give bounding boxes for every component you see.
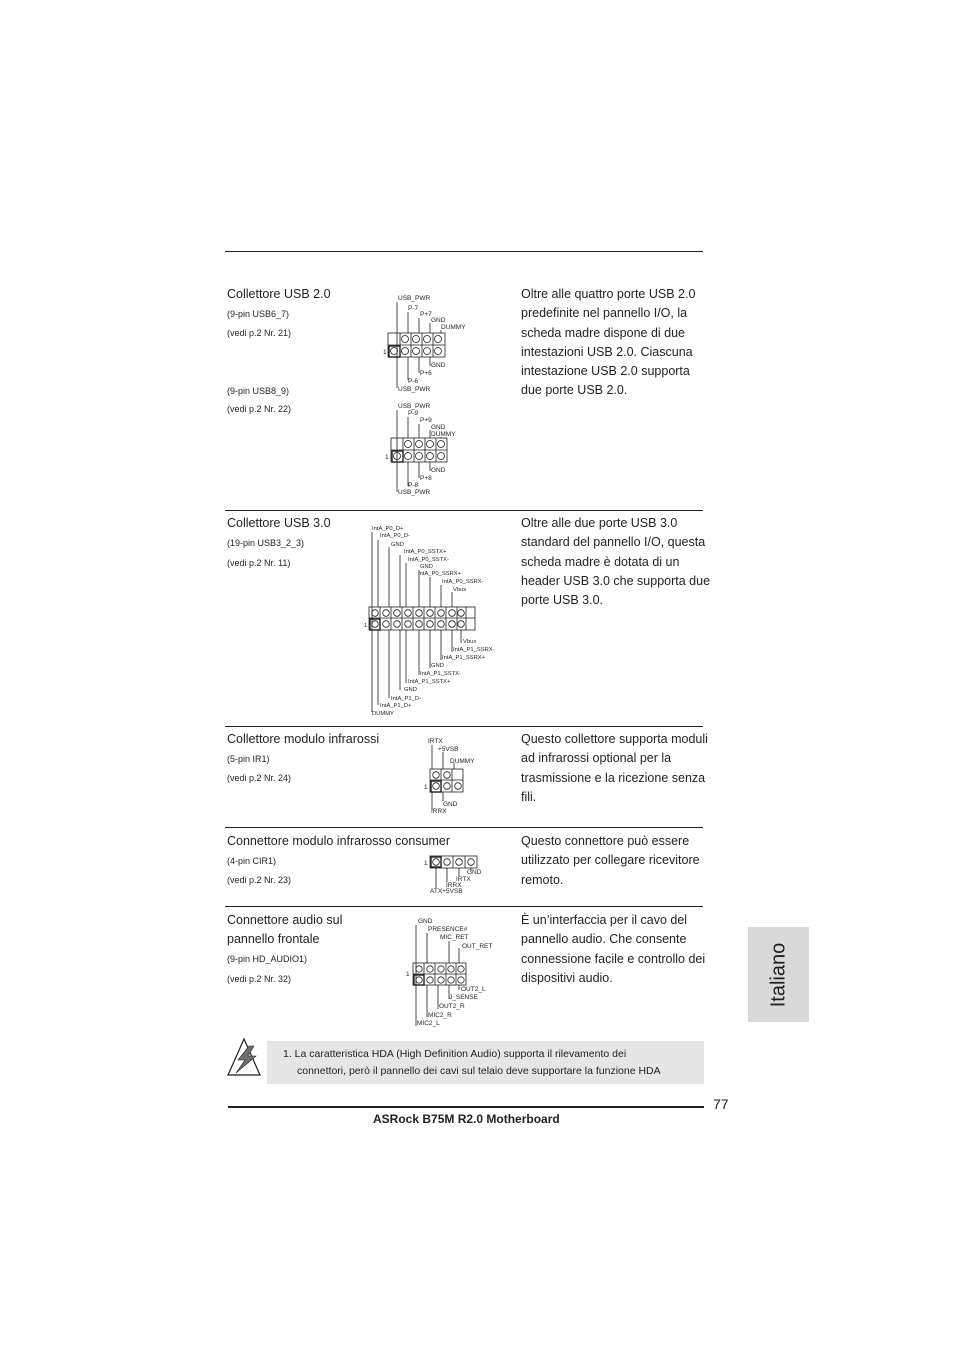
pin-label: IntA_P1_SSRX+ xyxy=(442,655,486,661)
pin-one-marker: 1 xyxy=(424,860,428,867)
page-ref-cir: (vedi p.2 Nr. 23) xyxy=(227,875,292,885)
pin-label: IntA_P1_SSRX- xyxy=(453,647,495,653)
note-box xyxy=(267,1041,704,1084)
pin-label: P-8 xyxy=(408,482,419,489)
pin-label: DUMMY xyxy=(441,324,466,331)
section-title-usb3: Collettore USB 3.0 xyxy=(227,516,331,530)
section-description-usb2: Oltre alle quattro porte USB 2.0 predefinite nel pannello I/O, la scheda madre dispone di due intestazioni USB 2.0. Ciascuna intestazione USB 2.0 supporta due porte USB 2.0. xyxy=(521,287,696,398)
pin-label: J_SENSE xyxy=(449,994,478,1001)
header-name-cir: (4-pin CIR1) xyxy=(227,856,277,866)
page-ref-usb67: (vedi p.2 Nr. 21) xyxy=(227,328,292,338)
pin-label: P+7 xyxy=(420,311,432,318)
pin-one-marker: 1 xyxy=(364,623,368,629)
pin-one-marker: 1 xyxy=(385,454,389,461)
pin-label: IntA_P1_D+ xyxy=(380,703,412,709)
pin-label: P-9 xyxy=(408,410,419,417)
section-title-audio-line1: Connettore audio sul xyxy=(227,913,343,927)
pin-label: GND xyxy=(431,362,446,369)
pin-label: GND xyxy=(420,564,433,570)
language-label: Italiano xyxy=(767,942,789,1007)
pin-label: IntA_P1_D- xyxy=(391,696,421,702)
pin-label: IntA_P0_SSTX+ xyxy=(404,549,447,555)
pin-one-marker: 1 xyxy=(424,784,428,791)
footer-rule xyxy=(228,1106,704,1108)
pin-label: ATX+5VSB xyxy=(430,888,463,895)
section-description-usb3: Oltre alle due porte USB 3.0 standard del pannello I/O, questa scheda madre è dotata di un header USB 3.0 che supporta due porte USB 3.0. xyxy=(521,516,711,608)
pin-label: IntA_P0_SSRX- xyxy=(442,579,484,585)
warning-icon xyxy=(228,1039,260,1075)
page-ref-usb89: (vedi p.2 Nr. 22) xyxy=(227,404,292,414)
pin-label: IntA_P0_SSTX- xyxy=(408,557,449,563)
pin-label: USB_PWR xyxy=(398,386,431,393)
note-line-2: connettori, però il pannello dei cavi sul telaio deve supportare la funzione HDA xyxy=(297,1065,661,1077)
pin-label: USB_PWR xyxy=(398,489,431,496)
pin-label: GND xyxy=(431,317,446,324)
pin-label: IRRX xyxy=(446,882,462,889)
pin-label: GND xyxy=(418,918,433,925)
pin-label: IRTX xyxy=(428,738,443,745)
footer-product: ASRock B75M R2.0 Motherboard xyxy=(373,1112,560,1126)
pin-label: IntA_P1_SSTX+ xyxy=(408,679,451,685)
pin-label: DUMMY xyxy=(450,758,475,765)
section-title-usb2: Collettore USB 2.0 xyxy=(227,287,331,301)
section-title-cir: Connettore modulo infrarosso consumer xyxy=(227,834,451,848)
note-line-1: 1. La caratteristica HDA (High Definition Audio) supporta il rilevamento dei xyxy=(283,1048,627,1060)
section-title-ir: Collettore modulo infrarossi xyxy=(227,732,380,746)
pin-label: USB_PWR xyxy=(398,403,431,410)
pin-one-marker: 1 xyxy=(383,349,387,356)
pin-label: IntA_P0_D+ xyxy=(372,526,404,532)
section-description-audio: È un’interfaccia per il cavo del pannello audio. Che consente connessione facile e controllo dei dispositivi audio. xyxy=(521,913,706,985)
pin-label: P-6 xyxy=(408,378,419,385)
pin-label: P-7 xyxy=(408,305,419,312)
pin-label: GND xyxy=(404,687,417,693)
pin-label: P+6 xyxy=(420,370,432,377)
pin-label: MIC_RET xyxy=(440,934,469,941)
pin-label: MIC2_L xyxy=(417,1020,440,1027)
pin-label: GND xyxy=(467,869,482,876)
pin-label: GND xyxy=(431,663,444,669)
header-name-audio: (9-pin HD_AUDIO1) xyxy=(227,954,308,964)
pin-label: IRRX xyxy=(431,808,447,815)
pin-label: GND xyxy=(391,542,404,548)
page-ref-audio: (vedi p.2 Nr. 32) xyxy=(227,974,292,984)
page-ref-ir: (vedi p.2 Nr. 24) xyxy=(227,773,292,783)
header-name-ir: (5-pin IR1) xyxy=(227,754,270,764)
header-name-usb67: (9-pin USB6_7) xyxy=(227,309,290,319)
pin-label: GND xyxy=(431,424,446,431)
pin-label: IRTX xyxy=(456,876,471,883)
pin-label: Vbus xyxy=(453,587,467,593)
pin-label: Vbus xyxy=(463,639,477,645)
pin-label: OUT2_L xyxy=(461,986,486,993)
pin-label: MIC2_R xyxy=(428,1012,452,1019)
pin-label: PRESENCE# xyxy=(428,926,468,933)
section-description-ir: Questo collettore supporta moduli ad infrarossi optional per la trasmissione e la ricezione senza fili. xyxy=(521,732,708,804)
pin-one-marker: 1 xyxy=(406,971,410,978)
pin-label: P+8 xyxy=(420,475,432,482)
pin-label: OUT2_R xyxy=(439,1003,465,1010)
pin-label: DUMMY xyxy=(431,431,456,438)
pin-label: GND xyxy=(431,467,446,474)
pin-label: OUT_RET xyxy=(462,943,493,950)
pin-label: DUMMY xyxy=(372,711,394,717)
header-name-usb3: (19-pin USB3_2_3) xyxy=(227,538,305,548)
pin-label: +5VSB xyxy=(438,746,459,753)
pin-label: IntA_P0_SSRX+ xyxy=(418,571,462,577)
pin-label: IntA_P1_SSTX- xyxy=(420,671,461,677)
header-name-usb89: (9-pin USB8_9) xyxy=(227,386,290,396)
pin-label: IntA_P0_D- xyxy=(380,533,410,539)
pin-label: P+9 xyxy=(420,417,432,424)
page-ref-usb3: (vedi p.2 Nr. 11) xyxy=(227,558,291,568)
language-side-tab xyxy=(748,927,809,1022)
section-description-cir: Questo connettore può essere utilizzato per collegare ricevitore remoto. xyxy=(521,834,700,887)
pin-label: USB_PWR xyxy=(398,295,431,302)
page-number: 77 xyxy=(713,1096,729,1112)
section-title-audio-line2: pannello frontale xyxy=(227,932,320,946)
pin-label: GND xyxy=(443,801,458,808)
